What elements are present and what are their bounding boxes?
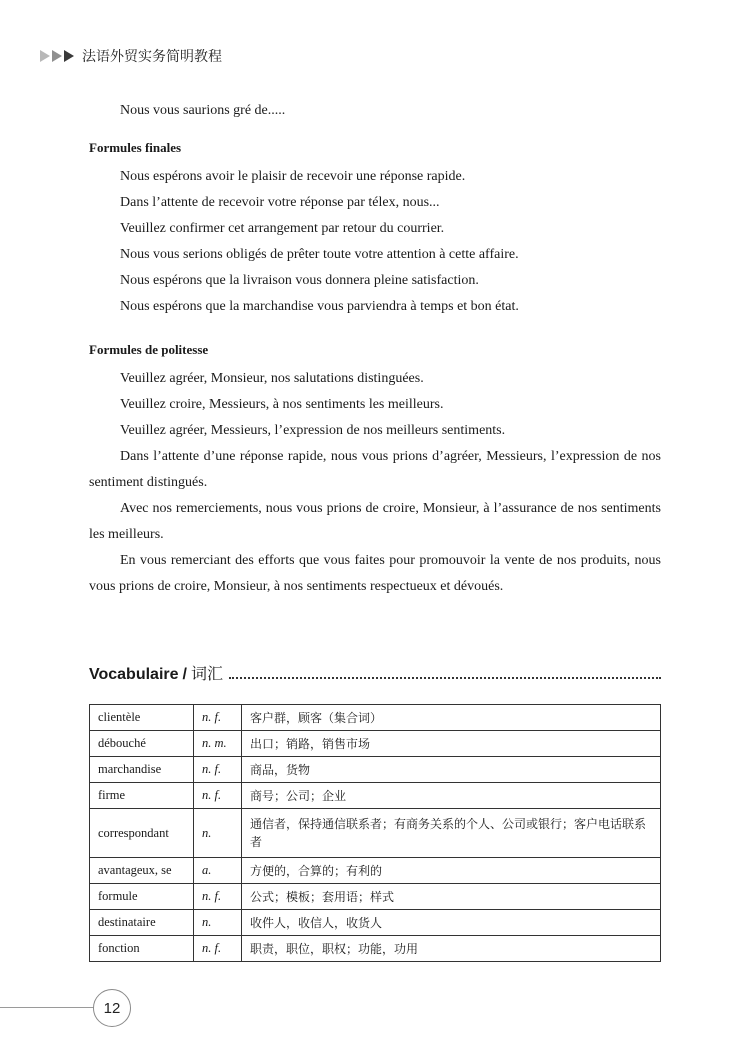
- section-title-formules-politesse: Formules de politesse: [89, 342, 209, 357]
- table-row: [90, 884, 661, 910]
- table-row: [90, 858, 661, 884]
- dotted-leader: [229, 677, 661, 679]
- definition-cell: 出口；销路，销售市场: [242, 731, 661, 757]
- pos-cell: a.: [194, 858, 242, 884]
- phrase-paragraph: Avec nos remerciements, nous vous prions de croire, Monsieur, à l’assurance de nos sentiments les meilleurs.: [89, 501, 661, 542]
- vocabulary-title-fr: Vocabulaire: [89, 666, 179, 683]
- word-cell: avantageux, se: [90, 858, 194, 884]
- footer-rule: [0, 1007, 95, 1008]
- phrase-line: Veuillez croire, Messieurs, à nos sentiments les meilleurs.: [120, 397, 444, 412]
- pos-cell: n.: [194, 809, 242, 858]
- phrase-paragraph: En vous remerciant des efforts que vous faites pour promouvoir la vente de nos produits, nous vous prions de croire, Monsieur, à nos sentiments respectueux et dévoués.: [89, 553, 661, 594]
- definition-cell: 商品，货物: [242, 757, 661, 783]
- phrase-line: Dans l’attente de recevoir votre réponse par télex, nous...: [120, 195, 440, 210]
- intro-line: Nous vous saurions gré de.....: [120, 103, 286, 118]
- word-cell: marchandise: [90, 757, 194, 783]
- pos-cell: n. f.: [194, 783, 242, 809]
- vocabulary-title-separator: /: [182, 666, 187, 683]
- definition-cell: 客户群，顾客（集合词）: [242, 705, 661, 731]
- arrow-icon: [52, 50, 62, 62]
- vocabulary-table: [89, 704, 661, 962]
- word-cell: formule: [90, 884, 194, 910]
- table-row: [90, 936, 661, 962]
- table-row: [90, 910, 661, 936]
- word-cell: firme: [90, 783, 194, 809]
- word-cell: correspondant: [90, 809, 194, 858]
- book-title: 法语外贸实务简明教程: [82, 49, 222, 65]
- pos-cell: n. f.: [194, 936, 242, 962]
- arrow-icon: [64, 50, 74, 62]
- word-cell: clientèle: [90, 705, 194, 731]
- phrase-line: Nous espérons que la marchandise vous parviendra à temps et bon état.: [120, 299, 519, 314]
- pos-cell: n. f.: [194, 884, 242, 910]
- pos-cell: n.: [194, 910, 242, 936]
- phrase-paragraph: Dans l’attente d’une réponse rapide, nous vous prions d’agréer, Messieurs, l’expression de nos sentiment distingués.: [89, 449, 661, 490]
- phrase-line: Veuillez agréer, Messieurs, l’expression de nos meilleurs sentiments.: [120, 423, 506, 438]
- word-cell: débouché: [90, 731, 194, 757]
- vocabulary-heading: [89, 660, 661, 684]
- triple-arrow-icon: [40, 50, 76, 62]
- pos-cell: n. m.: [194, 731, 242, 757]
- pos-cell: n. f.: [194, 705, 242, 731]
- phrase-line: Veuillez agréer, Monsieur, nos salutations distinguées.: [120, 371, 424, 386]
- definition-cell: 公式；模板；套用语；样式: [242, 884, 661, 910]
- main-content: [89, 98, 661, 600]
- phrase-line: Nous vous serions obligés de prêter toute votre attention à cette affaire.: [120, 247, 519, 262]
- table-row: [90, 705, 661, 731]
- phrase-line: Veuillez confirmer cet arrangement par retour du courrier.: [120, 221, 445, 236]
- word-cell: fonction: [90, 936, 194, 962]
- word-cell: destinataire: [90, 910, 194, 936]
- definition-cell: 方便的，合算的；有利的: [242, 858, 661, 884]
- table-row: [90, 731, 661, 757]
- running-header: [40, 46, 222, 66]
- phrase-line: Nous espérons avoir le plaisir de recevoir une réponse rapide.: [120, 169, 466, 184]
- table-row: [90, 783, 661, 809]
- section-title-formules-finales: Formules finales: [89, 140, 182, 155]
- vocabulary-title-cn: 词汇: [190, 664, 223, 683]
- definition-cell: 收件人，收信人，收货人: [242, 910, 661, 936]
- arrow-icon: [40, 50, 50, 62]
- page-number: 12: [93, 989, 131, 1027]
- definition-cell: 商号；公司；企业: [242, 783, 661, 809]
- phrase-line: Nous espérons que la livraison vous donnera pleine satisfaction.: [120, 273, 479, 288]
- definition-cell: 通信者，保持通信联系者；有商务关系的个人、公司或银行；客户电话联系者: [242, 809, 661, 858]
- definition-cell: 职责，职位，职权；功能，功用: [242, 936, 661, 962]
- table-row: [90, 757, 661, 783]
- pos-cell: n. f.: [194, 757, 242, 783]
- table-row: [90, 809, 661, 858]
